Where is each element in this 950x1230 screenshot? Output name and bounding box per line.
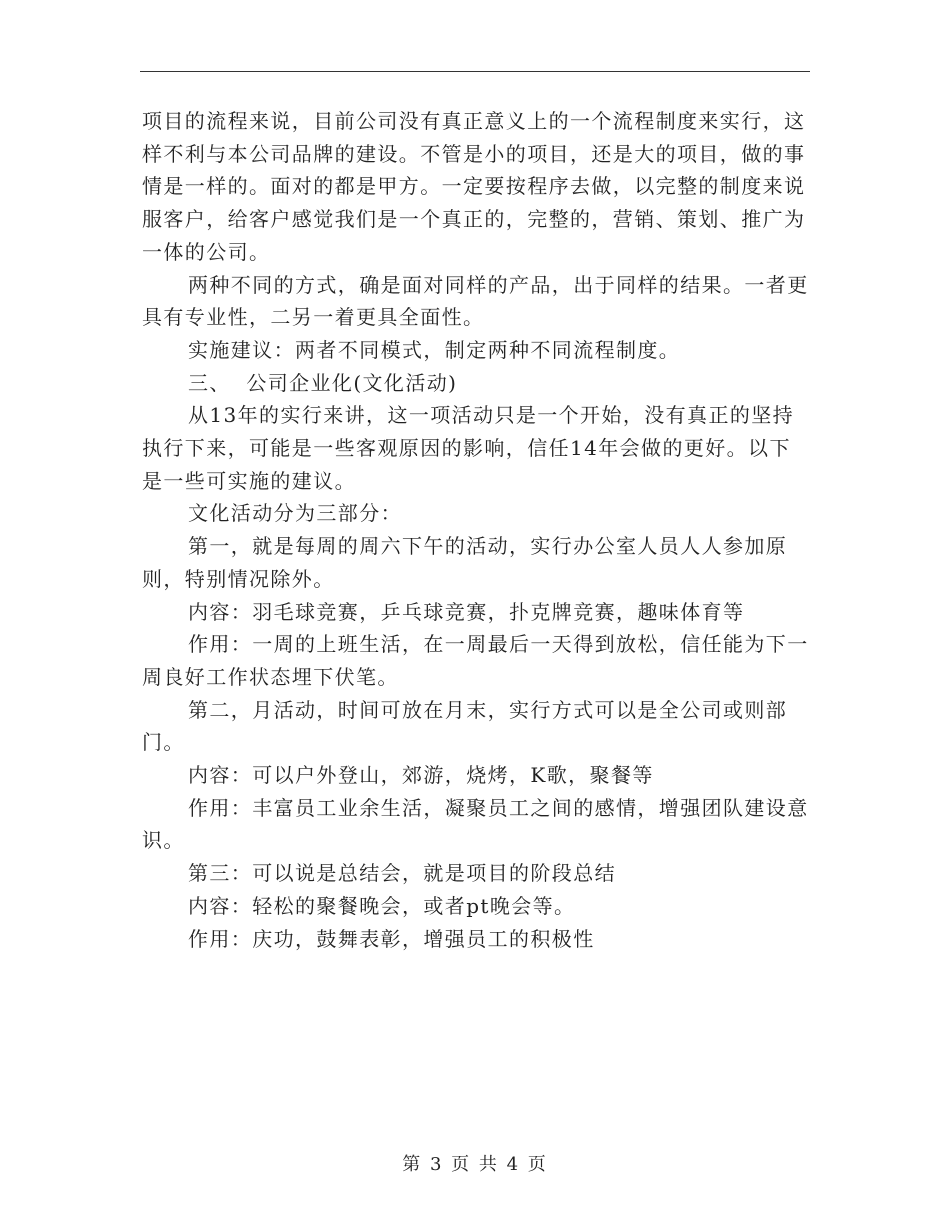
section-heading: 三、 公司企业化(文化活动) — [188, 370, 458, 395]
page-footer: 第 3 页 共 4 页 — [402, 1154, 548, 1175]
paragraph: 内容：可以户外登山，郊游，烧烤，K歌，聚餐等 — [188, 763, 654, 788]
paragraph: 第三：可以说是总结会，就是项目的阶段总结 — [188, 861, 616, 886]
paragraph: 作用：庆功，鼓舞表彰，增强员工的积极性 — [188, 926, 595, 951]
paragraph: 内容：羽毛球竞赛，乒乓球竞赛，扑克牌竞赛，趣味体育等 — [188, 599, 745, 624]
paragraph: 实施建议：两者不同模式，制定两种不同流程制度。 — [188, 337, 681, 362]
paragraph: 作用：丰富员工业余生活，凝聚员工之间的感情，增强团队建设意识。 — [142, 795, 809, 853]
paragraph: 两种不同的方式，确是面对同样的产品，出于同样的结果。一者更具有专业性，二另一着更具全面性。 — [142, 272, 809, 330]
paragraph: 从13年的实行来讲，这一项活动只是一个开始，没有真正的坚持执行下来，可能是一些客观原因的影响，信任14年会做的更好。以下是一些可实施的建议。 — [142, 403, 795, 493]
document-body — [142, 105, 810, 955]
paragraph: 第一，就是每周的周六下午的活动，实行办公室人员人人参加原则，特别情况除外。 — [142, 534, 788, 591]
paragraph: 文化活动分为三部分： — [188, 501, 402, 526]
paragraph: 第二，月活动，时间可放在月末，实行方式可以是全公司或则部门。 — [142, 697, 788, 755]
paragraph: 内容：轻松的聚餐晚会，或者pt晚会等。 — [188, 893, 576, 918]
header-rule — [140, 71, 810, 72]
paragraph: 项目的流程来说，目前公司没有真正意义上的一个流程制度来实行，这样不利与本公司品牌的建设。不管是小的项目，还是大的项目，做的事情是一样的。面对的都是甲方。一定要按程序去做，以完整的制度来说服客户，给客户感觉我们是一个真正的，完整的，营销、策划、推广为一体的公司。 — [142, 109, 806, 264]
paragraph: 作用：一周的上班生活，在一周最后一天得到放松，信任能为下一周良好工作状态埋下伏笔。 — [142, 632, 809, 689]
